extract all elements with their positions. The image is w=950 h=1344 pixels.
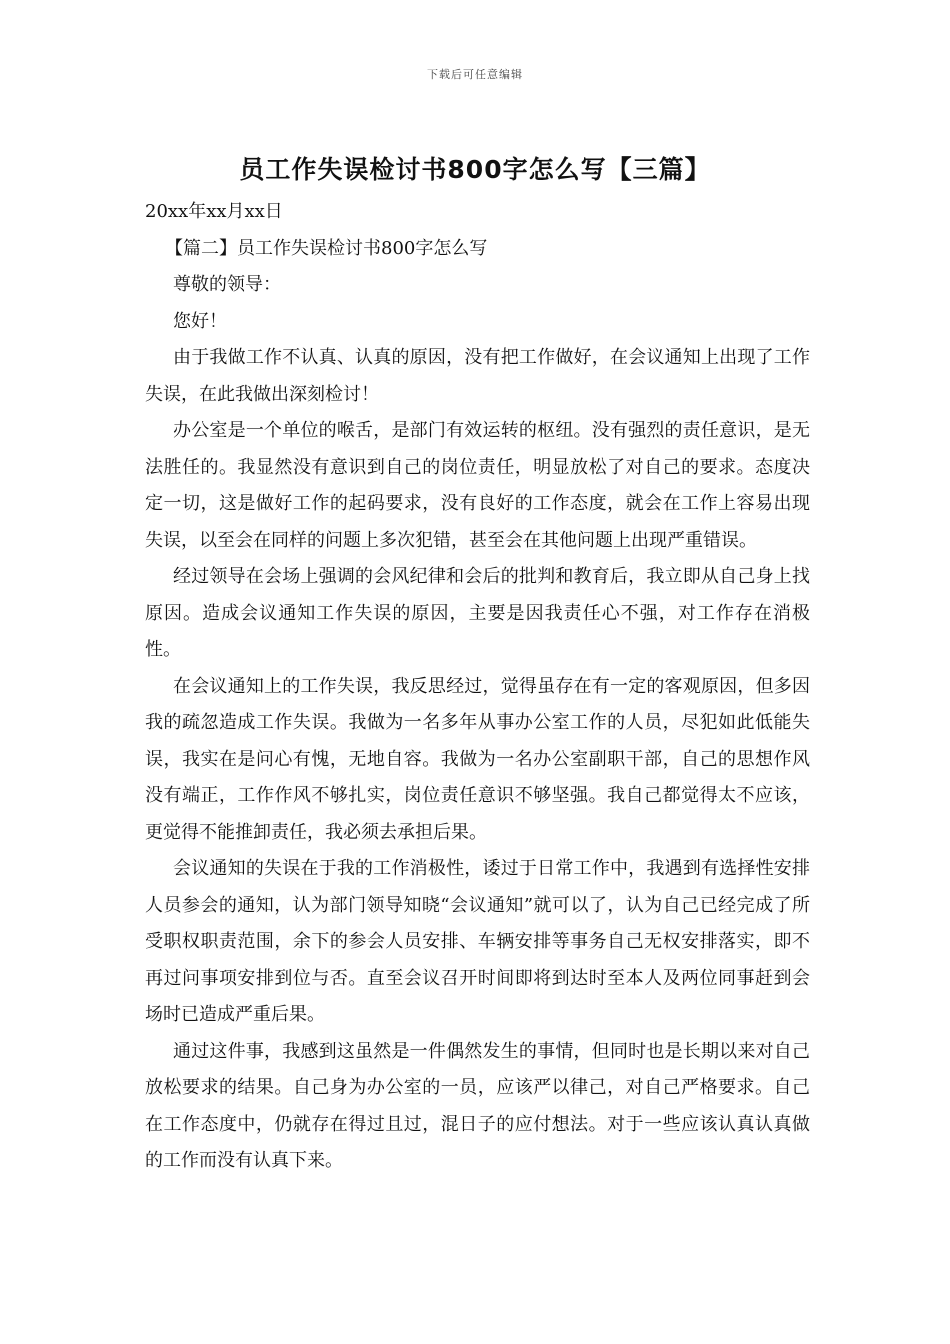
salutation: 尊敬的领导： bbox=[173, 274, 281, 295]
paragraph: 会议通知的失误在于我的工作消极性，诿过于日常工作中，我遇到有选择性安排人员参会的通知，认为部门领导知晓“会议通知”就可以了，认为自己已经完成了所受职权职责范围，余下的参会人员安排、车辆安排等事务自己无权安排落实，即不再过问事项安排到位与否。直至会议召开时间即将到达时至本人及两位同事赶到会场时已造成严重后果。 bbox=[145, 858, 810, 1025]
document-body bbox=[145, 194, 810, 1180]
document-date: 20xx年xx月xx日 bbox=[145, 201, 283, 222]
paragraph: 由于我做工作不认真、认真的原因，没有把工作做好，在会议通知上出现了工作失误，在此我做出深刻检讨！ bbox=[145, 347, 810, 405]
paragraph: 通过这件事，我感到这虽然是一件偶然发生的事情，但同时也是长期以来对自己放松要求的结果。自己身为办公室的一员，应该严以律己，对自己严格要求。自己在工作态度中，仍就存在得过且过，混日子的应付想法。对于一些应该认真认真做的工作而没有认真下来。 bbox=[145, 1040, 810, 1171]
greeting: 您好！ bbox=[173, 310, 227, 332]
document-title: 员工作失误检讨书800字怎么写【三篇】 bbox=[239, 155, 711, 184]
paragraph: 经过领导在会场上强调的会风纪律和会后的批判和教育后，我立即从自己身上找原因。造成会议通知工作失误的原因，主要是因我责任心不强，对工作存在消极性。 bbox=[145, 566, 810, 660]
paragraph: 在会议通知上的工作失误，我反思经过，觉得虽存在有一定的客观原因，但多因我的疏忽造成工作失误。我做为一名多年从事办公室工作的人员，尽犯如此低能失误，我实在是问心有愧，无地自容。我做为一名办公室副职干部，自己的思想作风没有端正，工作作风不够扎实，岗位责任意识不够坚强。我自己都觉得太不应该，更觉得不能推卸责任，我必须去承担后果。 bbox=[145, 675, 810, 843]
header-note: 下载后可任意编辑 bbox=[427, 68, 523, 81]
paragraph: 办公室是一个单位的喉舌，是部门有效运转的枢纽。没有强烈的责任意识，是无法胜任的。我显然没有意识到自己的岗位责任，明显放松了对自己的要求。态度决定一切，这是做好工作的起码要求，没有良好的工作态度，就会在工作上容易出现失误，以至会在同样的问题上多次犯错，甚至会在其他问题上出现严重错误。 bbox=[145, 420, 810, 551]
section-heading: 【篇二】员工作失误检讨书800字怎么写 bbox=[165, 237, 488, 259]
